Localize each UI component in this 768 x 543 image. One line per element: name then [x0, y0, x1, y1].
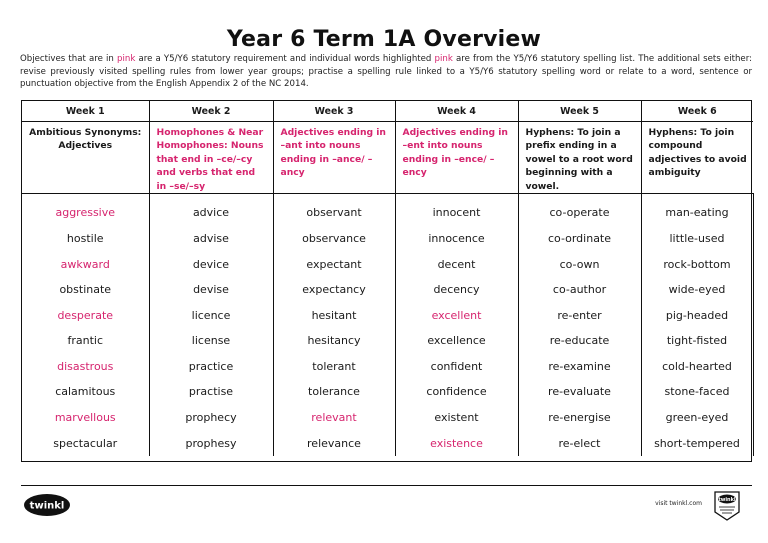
spelling-word: observance [273, 226, 395, 252]
spelling-word: frantic [22, 328, 149, 354]
spelling-word: man-eating [641, 194, 753, 226]
spelling-word: device [149, 251, 273, 277]
spelling-word: advice [149, 194, 273, 226]
intro-text-2: are a Y5/Y6 statutory requirement and individual words highlighted [135, 54, 435, 64]
spelling-word: licence [149, 302, 273, 328]
week-header: Week 4 [395, 101, 518, 122]
spelling-word: observant [273, 194, 395, 226]
spelling-word: co-operate [518, 194, 641, 226]
intro-text-3: are from the Y5/Y6 statutory spelling list. The additional sets either: revise previously visited spelling rules from lower year groups; practise a spelling rule linked to a Y5/Y6 statutory spelling word or relate to a word, sentence or punctuation objective from the English Appendix 2 of the NC 2014. [20, 54, 752, 90]
word-row [22, 354, 753, 380]
spelling-word: co-author [518, 277, 641, 303]
spelling-word: practice [149, 354, 273, 380]
spelling-word: disastrous [22, 354, 149, 380]
spelling-word: confidence [395, 379, 518, 405]
spelling-word: re-examine [518, 354, 641, 380]
page-title: Year 6 Term 1A Overview [226, 27, 542, 52]
spelling-word: decent [395, 251, 518, 277]
spelling-word: license [149, 328, 273, 354]
spelling-word: prophecy [149, 405, 273, 431]
spelling-word: hesitancy [273, 328, 395, 354]
word-row [22, 302, 753, 328]
week-header-row [22, 101, 753, 122]
objective-row [22, 122, 753, 194]
spelling-word: prophesy [149, 430, 273, 456]
word-row [22, 194, 753, 226]
spelling-word: relevance [273, 430, 395, 456]
word-row [22, 277, 753, 303]
spelling-word: excellence [395, 328, 518, 354]
spelling-word: re-energise [518, 405, 641, 431]
logo-text: twinkl [29, 500, 65, 512]
word-row [22, 379, 753, 405]
visit-link[interactable]: visit twinkl.com [655, 500, 702, 507]
week-objective: Adjectives ending in –ent into nouns ending in –ence/ –ency [395, 122, 518, 194]
week-header: Week 3 [273, 101, 395, 122]
spelling-word: relevant [273, 405, 395, 431]
week-header: Week 2 [149, 101, 273, 122]
intro-pink-2: pink [434, 54, 453, 64]
spelling-word: expectancy [273, 277, 395, 303]
spelling-word: decency [395, 277, 518, 303]
spelling-word: existence [395, 430, 518, 456]
spelling-word: confident [395, 354, 518, 380]
intro-text-1: Objectives that are in [20, 54, 118, 64]
spelling-word: re-educate [518, 328, 641, 354]
week-header: Week 1 [22, 101, 149, 122]
spelling-word: tolerant [273, 354, 395, 380]
spelling-word: hostile [22, 226, 149, 252]
spelling-word: stone-faced [641, 379, 753, 405]
quality-standard-badge [711, 490, 743, 522]
spelling-word: innocent [395, 194, 518, 226]
intro-pink-1: pink [117, 54, 136, 64]
week-objective: Hyphens: To join compound adjectives to avoid ambiguity [641, 122, 753, 194]
spelling-word: cold-hearted [641, 354, 753, 380]
spelling-word: existent [395, 405, 518, 431]
spelling-word: spectacular [22, 430, 149, 456]
week-objective: Hyphens: To join a prefix ending in a vowel to a root word beginning with a vowel. [518, 122, 641, 194]
spelling-word: hesitant [273, 302, 395, 328]
spelling-table [22, 101, 754, 456]
spelling-word: re-enter [518, 302, 641, 328]
footer-divider [21, 485, 752, 486]
spelling-word: obstinate [22, 277, 149, 303]
word-row [22, 405, 753, 431]
spelling-word: pig-headed [641, 302, 753, 328]
spelling-word: tight-fisted [641, 328, 753, 354]
spelling-word: marvellous [22, 405, 149, 431]
spelling-word: innocence [395, 226, 518, 252]
spelling-word: re-elect [518, 430, 641, 456]
week-header: Week 6 [641, 101, 753, 122]
spelling-word: practise [149, 379, 273, 405]
overview-table [21, 100, 752, 462]
spelling-word: rock-bottom [641, 251, 753, 277]
spelling-word: co-own [518, 251, 641, 277]
spelling-word: devise [149, 277, 273, 303]
week-header: Week 5 [518, 101, 641, 122]
spelling-word: re-evaluate [518, 379, 641, 405]
word-row [22, 251, 753, 277]
word-row [22, 430, 753, 456]
spelling-word: co-ordinate [518, 226, 641, 252]
spelling-word: calamitous [22, 379, 149, 405]
spelling-word: desperate [22, 302, 149, 328]
word-row [22, 226, 753, 252]
week-objective: Adjectives ending in –ant into nouns ending in –ance/ –ancy [273, 122, 395, 194]
week-objective: Ambitious Synonyms: Adjectives [22, 122, 149, 194]
twinkl-logo [23, 493, 71, 517]
spelling-word: aggressive [22, 194, 149, 226]
spelling-word: tolerance [273, 379, 395, 405]
spelling-word: awkward [22, 251, 149, 277]
intro-paragraph [20, 53, 752, 91]
word-row [22, 328, 753, 354]
week-objective: Homophones & Near Homophones: Nouns that end in –ce/–cy and verbs that end in –se/–sy [149, 122, 273, 194]
spelling-word: short-tempered [641, 430, 753, 456]
spelling-word: advise [149, 226, 273, 252]
badge-text: twinkl [718, 497, 736, 503]
spelling-word: expectant [273, 251, 395, 277]
spelling-word: little-used [641, 226, 753, 252]
spelling-word: wide-eyed [641, 277, 753, 303]
spelling-word: green-eyed [641, 405, 753, 431]
spelling-word: excellent [395, 302, 518, 328]
